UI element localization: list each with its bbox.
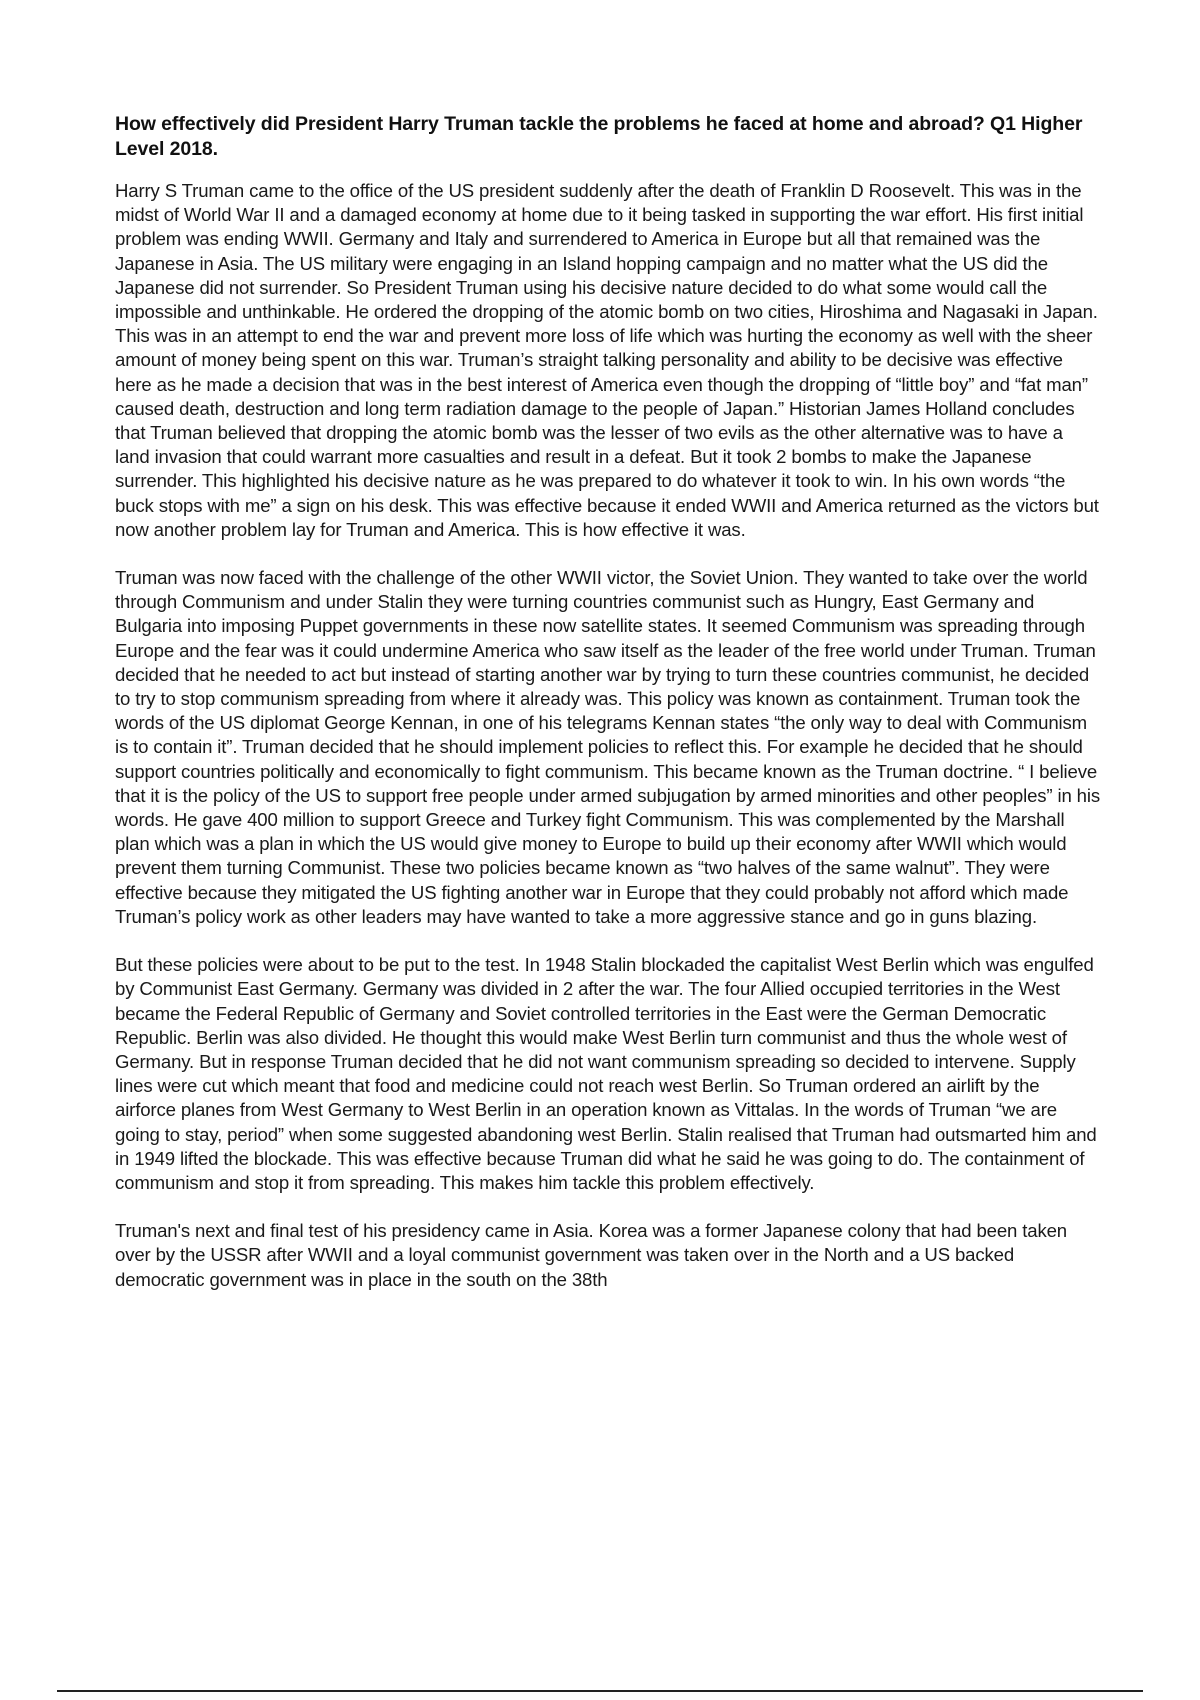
paragraph-berlin-blockade: But these policies were about to be put to the test. In 1948 Stalin blockaded the capitalist West Berlin which was engulfed by Communist East Germany. Germany was divided in 2 after the war. The four Allied occupied territories in the West became the Federal Republic of Germany and Soviet controlled territories in the East were the German Democratic Republic. Berlin was also divided. He thought this would make West Berlin turn communist and thus the whole west of Germany. But in response Truman decided that he did not want communism spreading so decided to intervene. Supply lines were cut which meant that food and medicine could not reach west Berlin. So Truman ordered an airlift by the airforce planes from West Germany to West Berlin in an operation known as Vittalas. In the words of Truman “we are going to stay, period” when some suggested abandoning west Berlin. Stalin realised that Truman had outsmarted him and in 1949 lifted the blockade. This was effective because Truman did what he said he was going to do. The containment of communism and stop it from spreading. This makes him tackle this problem effectively. — [115, 954, 1097, 1193]
document-body — [115, 112, 1100, 1316]
paragraph-atomic-bomb: Harry S Truman came to the office of the US president suddenly after the death of Franklin D Roosevelt. This was in the midst of World War II and a damaged economy at home due to it being tasked in supporting the war effort. His first initial problem was ending WWII. Germany and Italy and surrendered to America in Europe but all that remained was the Japanese in Asia. The US military were engaging in an Island hopping campaign and no matter what the US did the Japanese did not surrender. So President Truman using his decisive nature decided to do what some would call the impossible and unthinkable. He ordered the dropping of the atomic bomb on two cities, Hiroshima and Nagasaki in Japan. This was in an attempt to end the war and prevent more loss of life which was hurting the economy as well with the sheer amount of money being spent on this war. Truman’s straight talking personality and ability to be decisive was effective here as he made a decision that was in the best interest of America even though the dropping of “little boy” and “fat man” caused death, destruction and long term radiation damage to the people of Japan.” Historian James Holland concludes that Truman believed that dropping the atomic bomb was the lesser of two evils as the other alternative was to have a land invasion that could warrant more casualties and result in a defeat. But it took 2 bombs to make the Japanese surrender. This highlighted his decisive nature as he was prepared to do whatever it took to win. In his own words “the buck stops with me” a sign on his desk. This was effective because it ended WWII and America returned as the victors but now another problem lay for Truman and America. This is how effective it was. — [115, 180, 1099, 540]
paragraph-containment: Truman was now faced with the challenge of the other WWII victor, the Soviet Union. They wanted to take over the world through Communism and under Stalin they were turning countries communist such as Hungry, East Germany and Bulgaria into imposing Puppet governments in these now satellite states. It seemed Communism was spreading through Europe and the fear was it could undermine America who saw itself as the leader of the free world under Truman. Truman decided that he needed to act but instead of starting another war by trying to turn these countries communist, he decided to try to stop communism spreading from where it already was. This policy was known as containment. Truman took the words of the US diplomat George Kennan, in one of his telegrams Kennan states “the only way to deal with Communism is to contain it”. Truman decided that he should implement policies to reflect this. For example he decided that he should support countries politically and economically to fight communism. This became known as the Truman doctrine. “ I believe that it is the policy of the US to support free people under armed subjugation by armed minorities and other peoples” in his words. He gave 400 million to support Greece and Turkey fight Communism. This was complemented by the Marshall plan which was a plan in which the US would give money to Europe to build up their economy after WWII which would prevent them turning Communist. These two policies became known as “two halves of the same walnut”. They were effective because they mitigated the US fighting another war in Europe that they could probably not afford which made Truman’s policy work as other leaders may have wanted to take a more aggressive stance and go in guns blazing. — [115, 567, 1101, 927]
paragraph-korea: Truman's next and final test of his presidency came in Asia. Korea was a former Japanese colony that had been taken over by the USSR after WWII and a loyal communist government was taken over in the North and a US backed democratic government was in place in the south on the 38th — [115, 1220, 1067, 1290]
page-bottom-divider — [57, 1690, 1143, 1692]
essay-title: How effectively did President Harry Truman tackle the problems he faced at home and abroad? Q1 Higher Level 2018. — [115, 113, 1083, 160]
